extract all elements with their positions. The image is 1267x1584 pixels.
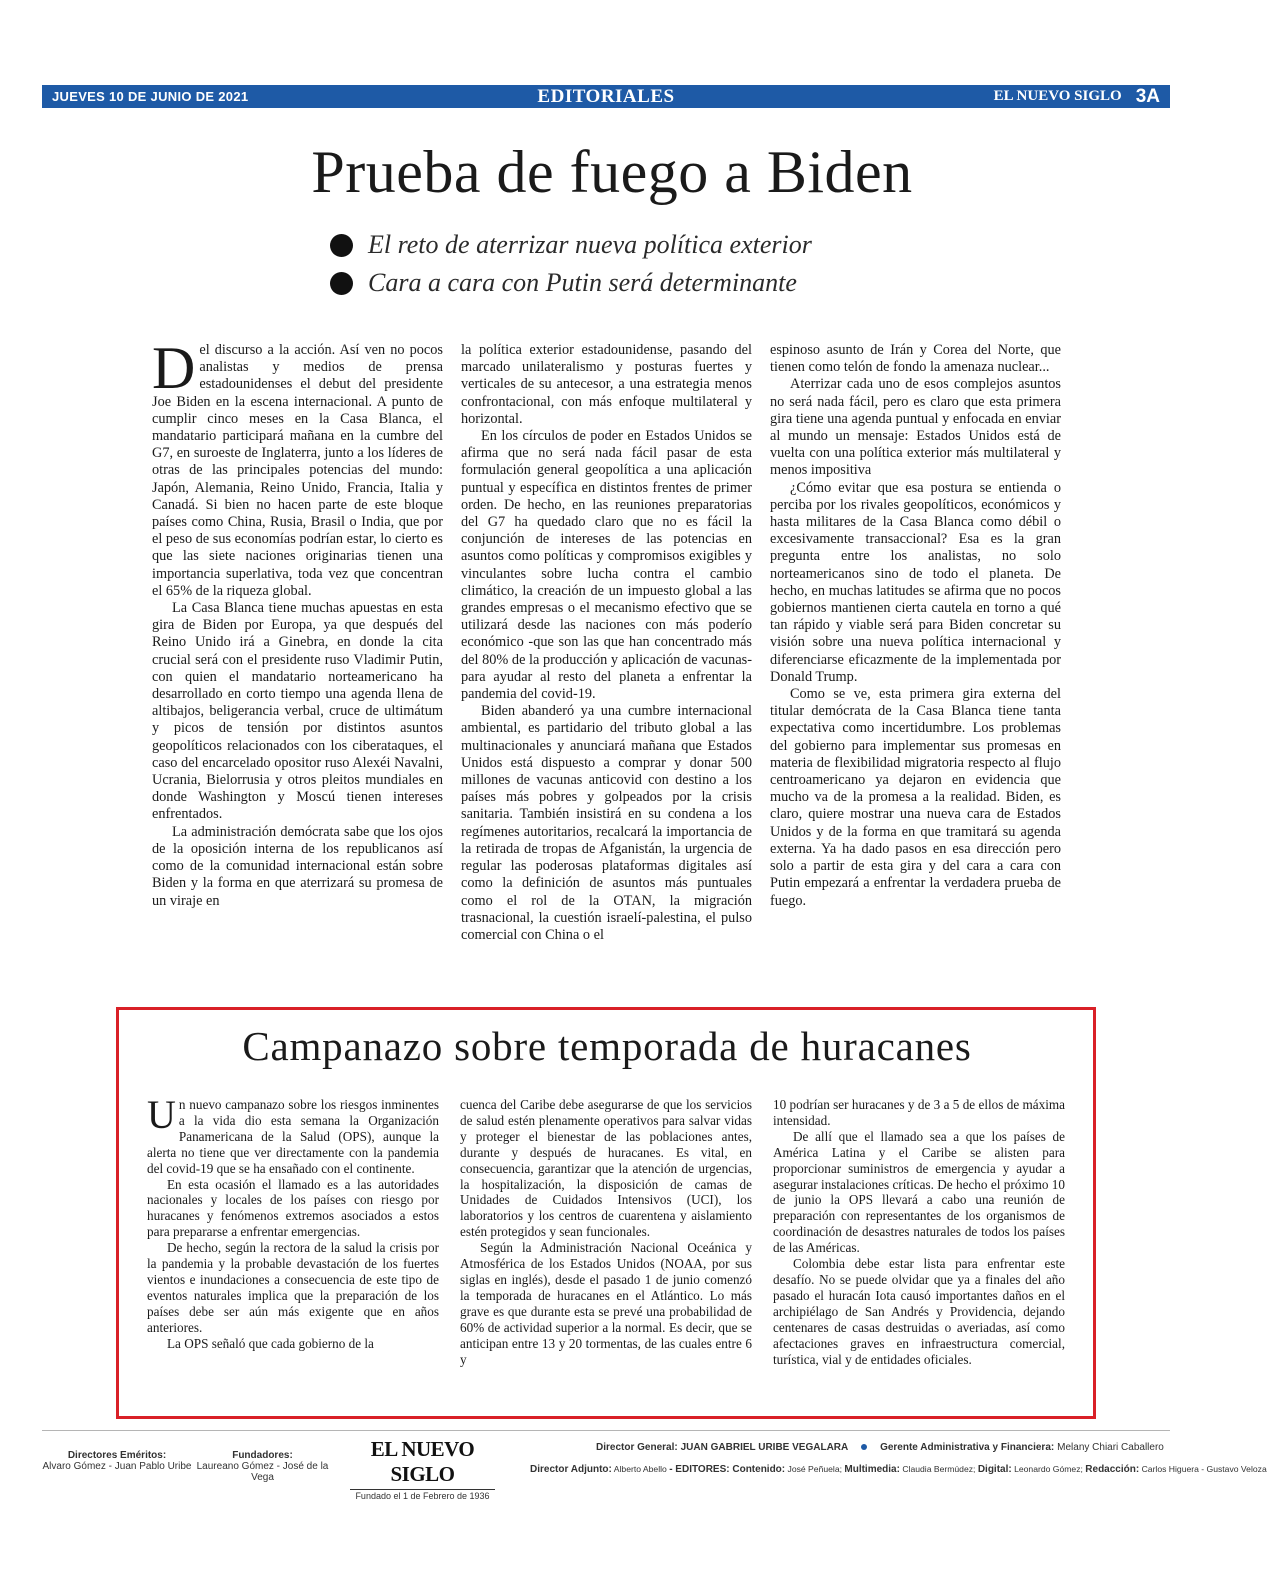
founders-names: Laureano Gómez - José de la Vega (196, 1461, 329, 1483)
main-column-1 (152, 335, 443, 992)
drop-cap: D (152, 335, 196, 401)
paragraph: La Casa Blanca tiene muchas apuestas en esta gira de Biden por Europa, ya que después del Reino Unido irá a Ginebra, en donde la cita crucial será con el presidente ruso Vladimir Putin, con quien el mandatario norteamericano ha desarrollado en corto tiempo una agenda llena de altibajos, beligerancia verbal, cruce de ultimátum y picos de tensión por distintos asuntos geopolíticos relacionados con los ciberataques, el caso del encarcelado opositor ruso Alexéi Navalni, Ucrania, Bielorrusia y otros pleitos mundiales en donde Washington y Moscú tienen intereses enfrentados. (152, 600, 443, 823)
paragraph: la política exterior estadounidense, pasando del marcado unilateralismo y posturas fuertes y verticales de su antecesor, a una estrategia menos confrontacional, con más enfoque multilateral y horizontal. (461, 342, 752, 427)
bullet-dot-icon (330, 272, 353, 295)
paragraph: De hecho, según la rectora de la salud la crisis por la pandemia y la probable devastación de los fuertes vientos e inundaciones a consecuencia de este tipo de eventos naturales implica que la preparación de los países debe ser aún más exigente que en años anteriores. (147, 1240, 439, 1335)
section-title: EDITORIALES (537, 85, 675, 107)
director-label: Director General: (596, 1442, 678, 1453)
paragraph: Del discurso a la acción. Así ven no pocos analistas y medios de prensa estadounidenses el debut del presidente Joe Biden en la escena internacional. A punto de cumplir cinco meses en la Casa Blanca, el mandatario participará mañana en la cumbre del G7, en suroeste de Inglaterra, junto a los líderes de otras de las principales potencias del mundo: Japón, Alemania, Reino Unido, Francia, Italia y Canadá. Si bien no hacen parte de este bloque países como China, Rusia, Brasil o India, que por el peso de sus economías podrían estar, lo cierto es que las siete naciones originarias tienen una importancia superlativa, toda vez que concentran el 65% de la riqueza global. (152, 335, 443, 599)
adjunto-label: Director Adjunto: (530, 1464, 612, 1475)
paragraph: De allí que el llamado sea a que los países de América Latina y el Caribe se alisten para proporcionar suministros de emergencia y ayudar a asegurar instalaciones críticas. De hecho el próximo 10 de junio la OPS llevará a cabo una reunión de preparación con representantes de los organismos de coordinación de desastres naturales de todos los países de las Américas. (773, 1128, 1065, 1256)
paragraph: Aterrizar cada uno de esos complejos asuntos no será nada fácil, pero es claro que esta primera gira tiene una agenda puntual y enfocada en enviar al mundo un mensaje: Estados Unidos está de vuelta con una política exterior más multilateral y menos impositiva (770, 376, 1061, 479)
manager-label: Gerente Administrativa y Financiera: (880, 1442, 1055, 1453)
subheadline-bullets (330, 226, 812, 302)
paragraph: cuenca del Caribe debe asegurarse de que los servicios de salud estén plenamente operativos para salvar vidas y proteger el bienestar de las poblaciones antes, durante y después de huracanes. Es vital, en consecuencia, garantizar que la atención de urgencias, la hospitalización, la disposición de camas de Unidades de Cuidados Intensivos (UCI), los laboratorios y los centros de cuarentena y aislamiento estén protegidos y sean funcionales. (460, 1097, 752, 1240)
paragraph: La OPS señaló que cada gobierno de la (167, 1335, 374, 1351)
staff-line-1 (596, 1441, 1176, 1453)
second-column-3 (773, 1097, 1065, 1401)
paragraph: Biden abanderó ya una cumbre internacional ambiental, es partidario del tributo global a las multinacionales y anunciará mañana que Estados Unidos está dispuesto a comprar y donar 500 millones de vacunas anticovid con destino a los países más pobres y golpeados por la crisis sanitaria. También insistirá en su condena a los regímenes autoritarios, recalcará la importancia de la retirada de tropas de Afganistán, la urgencia de regular las poderosas plataformas digitales así como la definición de asuntos más puntuales como el rol de la OTAN, la migración trasnacional, la cuestión israelí-palestina, el pulso comercial con China o el (461, 703, 752, 943)
emeritus-directors (42, 1450, 192, 1472)
founded-date: Fundado el 1 de Febrero de 1936 (350, 1489, 495, 1501)
newsroom-editors: Carlos Higuera - Gustavo Veloza (1141, 1464, 1267, 1474)
paragraph: Un nuevo campanazo sobre los riesgos inminentes a la vida dio esta semana la Organización Panamericana de la Salud (OPS), aunque la alerta no tiene que ver directamente con la pandemia del covid-19 que se ha ensañado con el continente. (147, 1092, 439, 1176)
founders (195, 1450, 330, 1483)
content-editor: José Peñuela; (787, 1464, 842, 1474)
subheadline-1 (330, 226, 812, 264)
emeritus-names: Alvaro Gómez - Juan Pablo Uribe (42, 1461, 192, 1472)
masthead-bar (42, 85, 1170, 108)
subheadline-2 (330, 264, 812, 302)
staff-line-2 (530, 1464, 1267, 1475)
main-column-3 (770, 342, 1061, 992)
director-name: JUAN GABRIEL URIBE VEGALARA (680, 1442, 849, 1453)
page-number: 3A (1135, 85, 1160, 107)
paragraph: En los círculos de poder en Estados Unidos se afirma que no será nada fácil pasar de esta formulación general geopolítica a una aplicación puntual y específica en distintos frentes de primer orden. De hecho, en las reuniones preparatorias del G7 ha quedado claro que no es fácil la conjunción de intereses de las potencias en asuntos como políticas y compromisos exigibles y vinculantes sobre lucha contra el cambio climático, la creación de un impuesto global a las grandes empresas o el mecanismo efectivo que se utilizará desde las naciones con más poderío económico -que son las que han concentrado más del 80% de la producción y aplicación de vacunas- para ayudar al resto del planeta a enfrentar la pandemia del covid-19. (461, 428, 752, 703)
paragraph: 10 podrían ser huracanes y de 3 a 5 de ellos de máxima intensidad. (773, 1097, 1065, 1128)
issue-date: JUEVES 10 DE JUNIO DE 2021 (52, 89, 249, 104)
main-editorial-body (152, 335, 1061, 992)
separator-dot-icon (861, 1444, 867, 1450)
adjunto-name: Alberto Abello (613, 1464, 667, 1474)
multimedia-label: Multimedia: (844, 1464, 900, 1475)
logo-name: EL NUEVO SIGLO (370, 1437, 475, 1486)
digital-editor: Leonardo Gómez; (1014, 1464, 1083, 1474)
editors-label: - EDITORES: Contenido: (669, 1464, 786, 1475)
second-headline: Campanazo sobre temporada de huracanes (242, 1023, 972, 1069)
multimedia-editor: Claudia Bermúdez; (902, 1464, 976, 1474)
subheadline-text: Cara a cara con Putin será determinante (368, 268, 797, 297)
newsroom-label: Redacción: (1085, 1464, 1140, 1475)
second-editorial-body (147, 1092, 1065, 1401)
bullet-dot-icon (330, 234, 353, 257)
paragraph: ¿Cómo evitar que esa postura se entienda o perciba por los rivales geopolíticos, económicos y hasta militares de la Casa Blanca como débil o excesivamente transaccional? Esa es la gran pregunta entre los analistas, no solo norteamericanos sino de todo el planeta. De hecho, en muchas latitudes se afirma que no pocos gobiernos mantienen cierta cautela en torno a qué tan rápido y viable será para Biden concretar su visión sobre una nueva política internacional y diferenciarse eficazmente de la implementada por Donald Trump. (770, 479, 1061, 685)
paragraph: Como se ve, esta primera gira externa del titular demócrata de la Casa Blanca tiene tanta expectativa como incertidumbre. Los problemas del gobierno para implementar sus promesas en materia de flexibilidad migratoria respecto al flujo centroamericano ya dejaron en evidencia que mucho va de la promesa a la realidad. Biden, es claro, quiere mostrar una nueva cara de Estados Unidos y de la forma en que tramitará su agenda externa. Ya ha dado pasos en esa dirección pero solo a partir de esta gira y del cara a cara con Putin empezará a enfrentar la verdadera prueba de fuego. (770, 686, 1061, 909)
main-headline: Prueba de fuego a Biden (311, 139, 913, 205)
subheadline-text: El reto de aterrizar nueva política exterior (368, 230, 812, 259)
main-column-2 (461, 342, 752, 992)
digital-label: Digital: (977, 1464, 1012, 1475)
masthead-brand (994, 86, 1170, 108)
brand-name: EL NUEVO SIGLO (993, 88, 1122, 104)
newspaper-logo (350, 1437, 495, 1501)
paragraph: espinoso asunto de Irán y Corea del Norte, que tienen como telón de fondo la amenaza nuclear... (770, 342, 1061, 376)
paragraph: Colombia debe estar lista para enfrentar este desafío. No se puede olvidar que ya a finales del año pasado el huracán Iota causó importantes daños en el archipiélago de San Andrés y Providencia, dejando centenares de casas destruidas o averiadas, así como afectaciones graves en infraestructura comercial, turística, vial y de entidades oficiales. (773, 1256, 1065, 1367)
second-column-1 (147, 1092, 439, 1401)
drop-cap: U (147, 1092, 176, 1137)
manager-name: Melany Chiari Caballero (1057, 1442, 1164, 1453)
emeritus-label: Directores Eméritos: (67, 1450, 167, 1461)
paragraph: En esta ocasión el llamado es a las autoridades nacionales y locales de los países con riesgo por huracanes y fenómenos extremos asociados a estos para prepararse a enfrentar emergencias. (147, 1176, 439, 1240)
footer-divider (42, 1430, 1170, 1431)
paragraph: Según la Administración Nacional Oceánica y Atmosférica de los Estados Unidos (NOAA, por sus siglas en inglés), desde el pasado 1 de junio comenzó la temporada de huracanes en el Atlántico. Lo más grave es que durante esta se prevé una probabilidad de 60% de actividad superior a la normal. Es decir, que se anticipan entre 13 y 20 tormentas, de las cuales entre 6 y (460, 1240, 752, 1367)
second-column-2 (460, 1097, 752, 1401)
paragraph: La administración demócrata sabe que los ojos de la oposición interna de los republicanos así como de la comunidad internacional están sobre Biden y la forma en que aterrizará su promesa de un viraje en (152, 823, 443, 909)
founders-label: Fundadores: (232, 1450, 293, 1461)
